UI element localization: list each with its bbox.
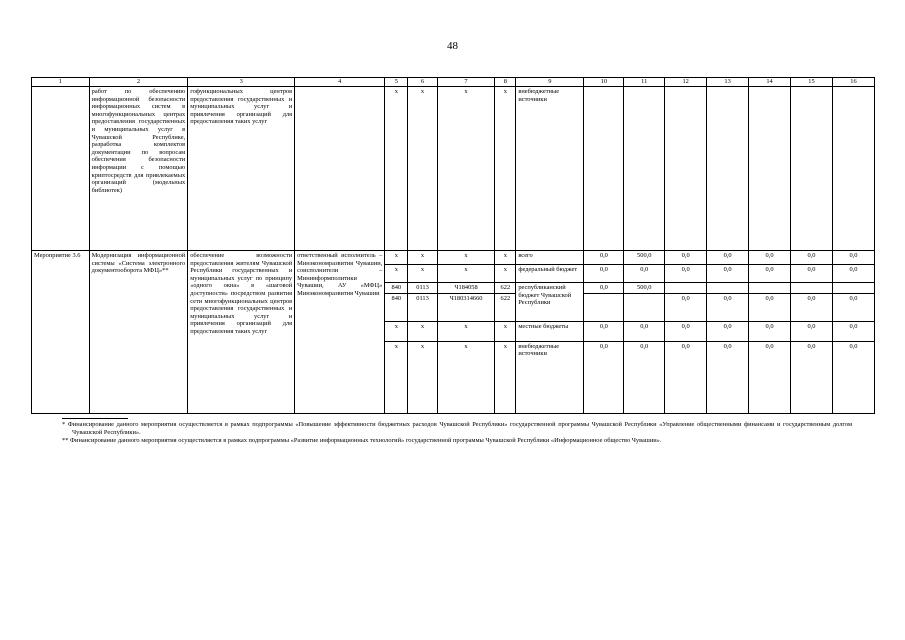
column-header: 10 [584, 78, 624, 87]
table-cell: 0,0 [584, 341, 624, 413]
table-cell: 0,0 [707, 265, 749, 283]
table-cell [749, 87, 791, 251]
table-cell: 0,0 [707, 251, 749, 265]
footnote-divider [62, 418, 128, 419]
table-cell: x [495, 265, 516, 283]
column-header: 15 [791, 78, 833, 87]
column-header: 7 [437, 78, 495, 87]
table-cell: 0,0 [584, 321, 624, 341]
table-cell: 0,0 [791, 251, 833, 265]
table-cell: 0,0 [832, 251, 874, 265]
event-goal: обеспечение возможности предоставления жителям Чувашской Республики государственных и муниципальных услуг по принципу «одного окна» в «шаговой доступности» посредством развития сети многофункциональных центров предоставления государственных и муниципальных услуг и привлечения организаций для предоставления таких услуг [188, 251, 295, 414]
funding-source: местные бюджеты [516, 321, 584, 341]
table-cell: 0,0 [791, 293, 833, 321]
column-header: 16 [832, 78, 874, 87]
column-header: 8 [495, 78, 516, 87]
table-cell [32, 87, 90, 251]
table-cell [707, 87, 749, 251]
table-cell: x [437, 265, 495, 283]
funding-source: внебюджетные источники [516, 87, 584, 251]
table-cell [749, 283, 791, 294]
table-cell: x [495, 341, 516, 413]
funding-source: внебюджетные источники [516, 341, 584, 413]
table-cell: 0,0 [624, 265, 665, 283]
column-header: 13 [707, 78, 749, 87]
event-title: Модернизация информационной системы «Система электронного документооборота МФЦ»** [89, 251, 188, 414]
table-cell: 0,0 [665, 321, 707, 341]
table-cell: 0,0 [749, 293, 791, 321]
table-cell [295, 87, 385, 251]
table-row [32, 87, 875, 251]
table-cell: 0,0 [749, 321, 791, 341]
funding-source: федеральный бюджет [516, 265, 584, 283]
table-cell: 622 [495, 283, 516, 294]
table-cell: 0,0 [584, 283, 624, 294]
table-cell: 0,0 [749, 341, 791, 413]
table-cell: x [408, 87, 437, 251]
table-cell: 0,0 [832, 321, 874, 341]
budget-table [31, 77, 875, 414]
table-cell: 0,0 [749, 251, 791, 265]
table-cell: x [385, 251, 408, 265]
table-cell: 0,0 [791, 321, 833, 341]
table-cell: 0,0 [624, 341, 665, 413]
table-cell [624, 293, 665, 321]
table-cell [624, 87, 665, 251]
table-cell: x [437, 341, 495, 413]
table-cell: 0,0 [665, 341, 707, 413]
column-header: 1 [32, 78, 90, 87]
footnote: * Финансирование данного мероприятия осуществляется в рамках подпрограммы «Повышение эффективности бюджетных расходов Чувашской Республики» государственной программы Чувашской Республики «Управление общественными финансами и государственным долгом Чувашской Республики». [62, 421, 852, 436]
table-cell: x [385, 341, 408, 413]
table-cell [584, 87, 624, 251]
table-cell: 0113 [408, 293, 437, 321]
table-cell: 0,0 [624, 321, 665, 341]
table-cell: 0,0 [665, 265, 707, 283]
table-cell: 0,0 [584, 251, 624, 265]
page-number: 48 [447, 40, 458, 52]
column-header: 11 [624, 78, 665, 87]
table-cell: x [408, 321, 437, 341]
funding-source: республиканский бюджет Чувашской Республики [516, 283, 584, 322]
table-cell [791, 283, 833, 294]
table-cell: 0,0 [665, 293, 707, 321]
table-cell [707, 283, 749, 294]
table-cell: x [495, 87, 516, 251]
table-cell [832, 87, 874, 251]
table-cell: x [437, 251, 495, 265]
column-header: 6 [408, 78, 437, 87]
column-header: 5 [385, 78, 408, 87]
table-cell [665, 87, 707, 251]
table-row [32, 251, 875, 265]
column-header: 14 [749, 78, 791, 87]
column-header: 4 [295, 78, 385, 87]
table-cell: x [408, 251, 437, 265]
footnotes [62, 418, 852, 445]
table-cell: 0,0 [791, 265, 833, 283]
header-row [32, 78, 875, 87]
table-cell: 0,0 [832, 293, 874, 321]
table-cell [791, 87, 833, 251]
table-cell: x [385, 87, 408, 251]
table-cell: 0,0 [707, 293, 749, 321]
table-cell: 0,0 [707, 341, 749, 413]
table-cell: 0113 [408, 283, 437, 294]
table-cell: 622 [495, 293, 516, 321]
table-cell: 500,0 [624, 251, 665, 265]
table-cell: 0,0 [791, 341, 833, 413]
table-cell: Ч180314660 [437, 293, 495, 321]
table-cell: x [437, 87, 495, 251]
table-cell: x [385, 321, 408, 341]
table-cell: 0,0 [665, 251, 707, 265]
table-cell: 0,0 [707, 321, 749, 341]
footnote: ** Финансирование данного мероприятия осуществляется в рамках подпрограммы «Развитие информационных технологий» государственной программы Чувашской Республики «Информационное общество Чувашии». [62, 437, 662, 444]
table-cell: 0,0 [832, 341, 874, 413]
event-executors: ответственный исполнитель – Минэкономразвития Чувашии, соисполнители – Мининформполитики Чувашии, АУ «МФЦ» Минэкономразвития Чувашии [295, 251, 385, 414]
table-cell: 840 [385, 283, 408, 294]
funding-source: всего [516, 251, 584, 265]
table-cell [832, 283, 874, 294]
table-cell: x [385, 265, 408, 283]
column-header: 3 [188, 78, 295, 87]
table-cell: x [437, 321, 495, 341]
table-cell [665, 283, 707, 294]
table-cell: x [408, 265, 437, 283]
table-cell: Ч184058 [437, 283, 495, 294]
event-number: Мероприятие 3.6 [32, 251, 90, 414]
table-cell [584, 293, 624, 321]
column-header: 9 [516, 78, 584, 87]
table-cell: 840 [385, 293, 408, 321]
table-cell: 0,0 [584, 265, 624, 283]
table-cell: x [495, 321, 516, 341]
cont-measure-text: работ по обеспечению информационной безопасности информационных систем в многофункциональных центрах предоставления государственных и муниципальных услуг в Чувашской Республике, разработка комплектов документации по вопросам обеспечения безопасности информации с помощью криптосредств для привлекаемых организаций (модельных библиотек) [89, 87, 188, 251]
table-cell: 0,0 [832, 265, 874, 283]
cont-goal-text: гофункциональных центров предоставления государственных и муниципальных услуг и привлечения организаций для предоставления таких услуг [188, 87, 295, 251]
table-cell: 0,0 [749, 265, 791, 283]
column-header: 2 [89, 78, 188, 87]
table-cell: x [408, 341, 437, 413]
column-header: 12 [665, 78, 707, 87]
table-cell: x [495, 251, 516, 265]
table-cell: 500,0 [624, 283, 665, 294]
